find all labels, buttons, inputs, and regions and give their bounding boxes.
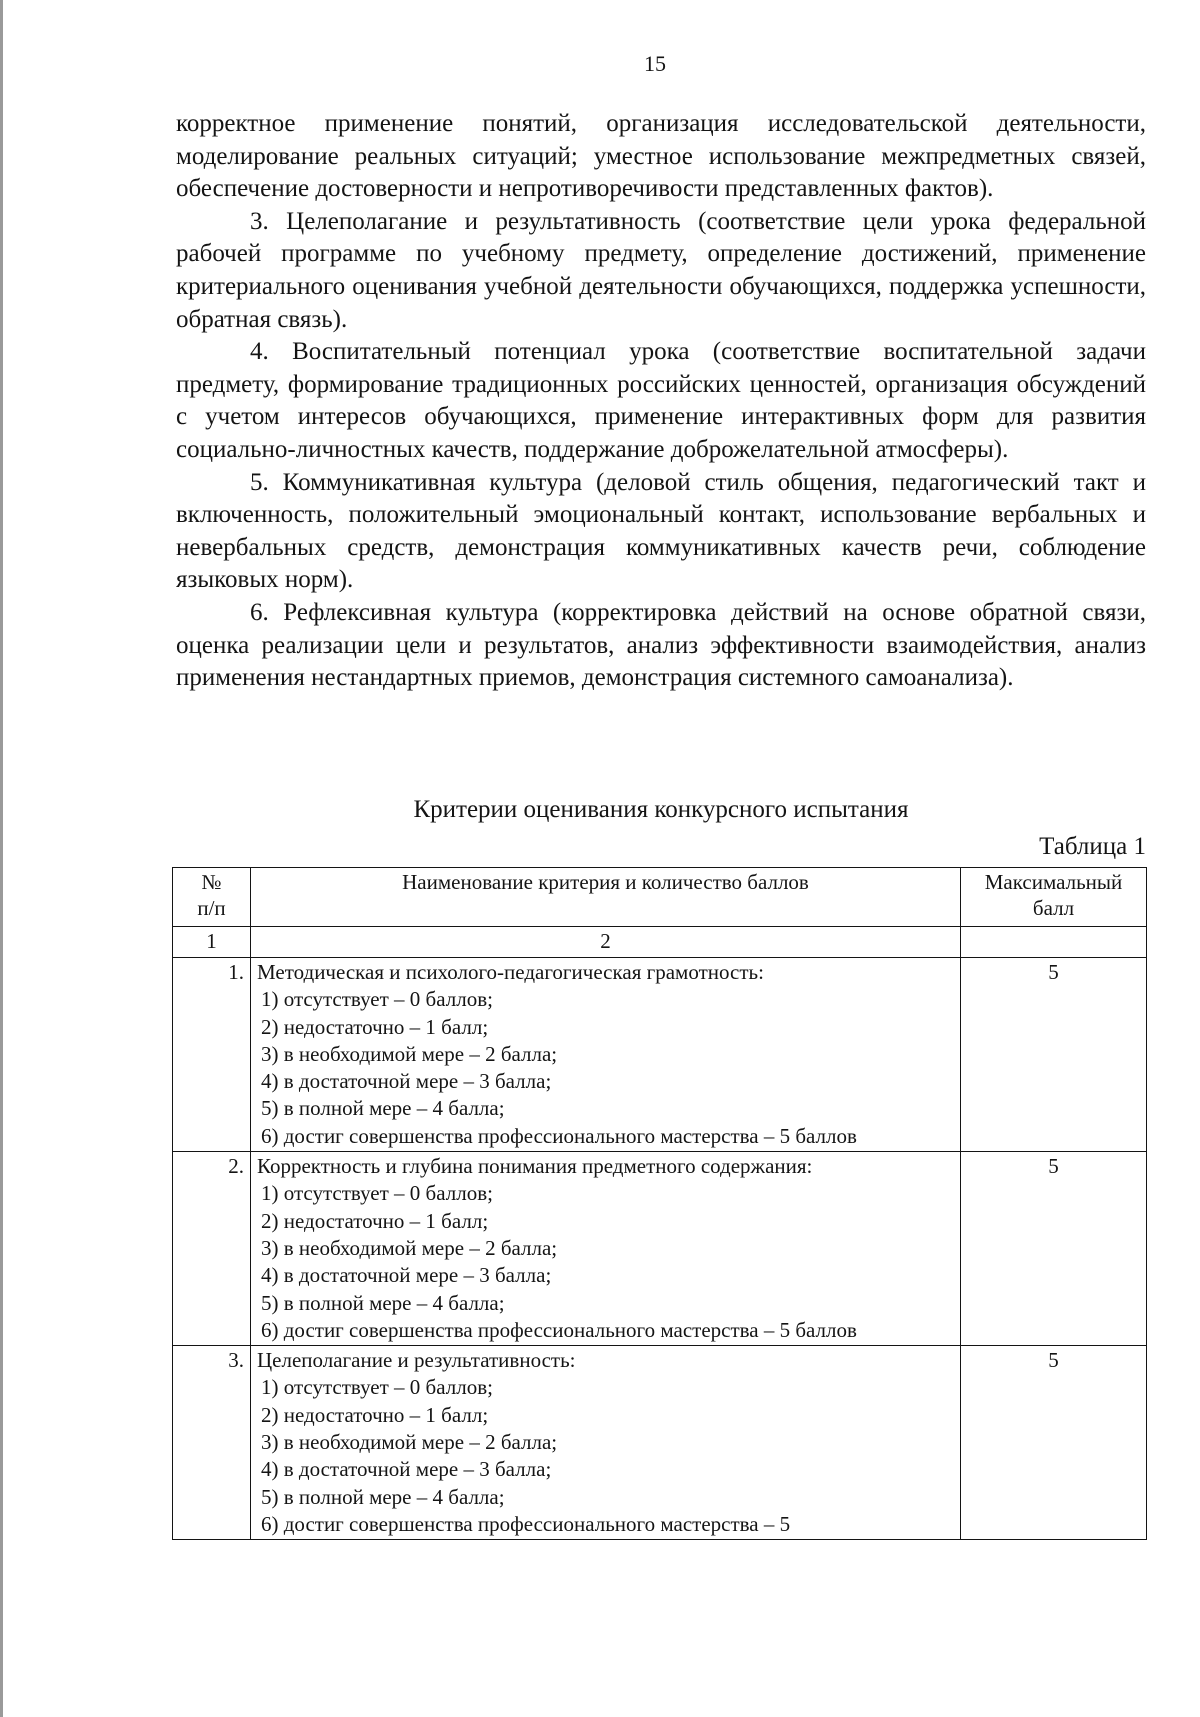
criterion-option: 2) недостаточно – 1 балл; (261, 1402, 489, 1427)
criterion-option: 3) в необходимой мере – 2 балла; (261, 1430, 558, 1455)
row-number: 1. (173, 958, 251, 1152)
row-number: 3. (173, 1346, 251, 1540)
table-row (173, 1346, 1147, 1540)
row-criterion (251, 1152, 961, 1346)
criterion-option: 5) в полной мере – 4 балла; (261, 1096, 505, 1121)
table-header-row (173, 868, 1147, 927)
row-max-score: 5 (961, 1346, 1147, 1540)
criteria-table (172, 867, 1147, 1540)
paragraph-educational-potential: 4. Воспитательный потенциал урока (соответствие воспитательной задачи предмету, формирование традиционных российских ценностей, организация обсуждений с учетом интересов обучающихся, применение интерактивных форм для развития социально-личностных качеств, поддержание доброжелательной атмосферы). (176, 338, 1146, 463)
criterion-option: 4) в достаточной мере – 3 балла; (261, 1263, 552, 1288)
header-max-line1: Максимальный (984, 870, 1123, 894)
criterion-title: Методическая и психолого-педагогическая грамотность: (257, 960, 764, 984)
index-cell-1: 1 (173, 927, 251, 958)
row-number: 2. (173, 1152, 251, 1346)
row-criterion (251, 958, 961, 1152)
body-text (176, 108, 1146, 695)
header-max-score (961, 868, 1147, 927)
criterion-option: 5) в полной мере – 4 балла; (261, 1290, 505, 1315)
criterion-option: 1) отсутствует – 0 баллов; (261, 987, 493, 1012)
table-title: Критерии оценивания конкурсного испытания (413, 796, 909, 823)
scan-edge (0, 0, 3, 1717)
row-max-score: 5 (961, 958, 1147, 1152)
criterion-option: 3) в необходимой мере – 2 балла; (261, 1235, 558, 1260)
header-number-symbol: № (201, 870, 222, 894)
criterion-option: 1) отсутствует – 0 баллов; (261, 1375, 493, 1400)
criterion-option: 2) недостаточно – 1 балл; (261, 1208, 489, 1233)
criterion-option: 2) недостаточно – 1 балл; (261, 1014, 489, 1039)
criterion-option: 3) в необходимой мере – 2 балла; (261, 1041, 558, 1066)
index-cell-2: 2 (251, 927, 961, 958)
header-number-abbr: п/п (197, 896, 226, 920)
paragraph-continuation: корректное применение понятий, организация исследовательской деятельности, моделирование реальных ситуаций; уместное использование межпредметных связей, обеспечение достоверности и непротиворечивости представленных фактов). (176, 110, 1146, 203)
header-criterion-name: Наименование критерия и количество баллов (251, 868, 961, 927)
criterion-option: 4) в достаточной мере – 3 балла; (261, 1457, 552, 1482)
criterion-option: 1) отсутствует – 0 баллов; (261, 1181, 493, 1206)
table-label: Таблица 1 (1039, 833, 1146, 860)
index-cell-3 (961, 927, 1147, 958)
criterion-title: Целеполагание и результативность: (257, 1348, 576, 1373)
page-number: 15 (644, 51, 666, 76)
paragraph-communicative-culture: 5. Коммуникативная культура (деловой стиль общения, педагогический такт и включенность, положительный эмоциональный контакт, использование вербальных и невербальных средств, демонстрация коммуникативных качеств речи, соблюдение языковых норм). (176, 468, 1146, 594)
row-criterion (251, 1346, 961, 1540)
criterion-title: Корректность и глубина понимания предметного содержания: (257, 1154, 813, 1179)
criterion-option: 4) в достаточной мере – 3 балла; (261, 1069, 552, 1094)
paragraph-goal-setting: 3. Целеполагание и результативность (соответствие цели урока федеральной рабочей программе по учебному предмету, определение достижений, применение критериального оценивания учебной деятельности обучающихся, поддержка успешности, обратная связь). (176, 207, 1146, 333)
table-row (173, 1152, 1147, 1346)
table-row (173, 958, 1147, 1152)
criterion-option: 6) достиг совершенства профессионального мастерства – 5 баллов (261, 1317, 857, 1342)
header-max-line2: балл (1032, 896, 1075, 920)
paragraph-reflexive-culture: 6. Рефлексивная культура (корректировка действий на основе обратной связи, оценка реализации цели и результатов, анализ эффективности взаимодействия, анализ применения нестандартных приемов, демонстрация системного самоанализа). (176, 598, 1146, 692)
header-number (173, 868, 251, 927)
table-index-row (173, 927, 1147, 958)
criterion-option: 6) достиг совершенства профессионального мастерства – 5 (261, 1511, 791, 1536)
criterion-option: 5) в полной мере – 4 балла; (261, 1484, 505, 1509)
criterion-option: 6) достиг совершенства профессионального мастерства – 5 баллов (261, 1123, 857, 1148)
row-max-score: 5 (961, 1152, 1147, 1346)
